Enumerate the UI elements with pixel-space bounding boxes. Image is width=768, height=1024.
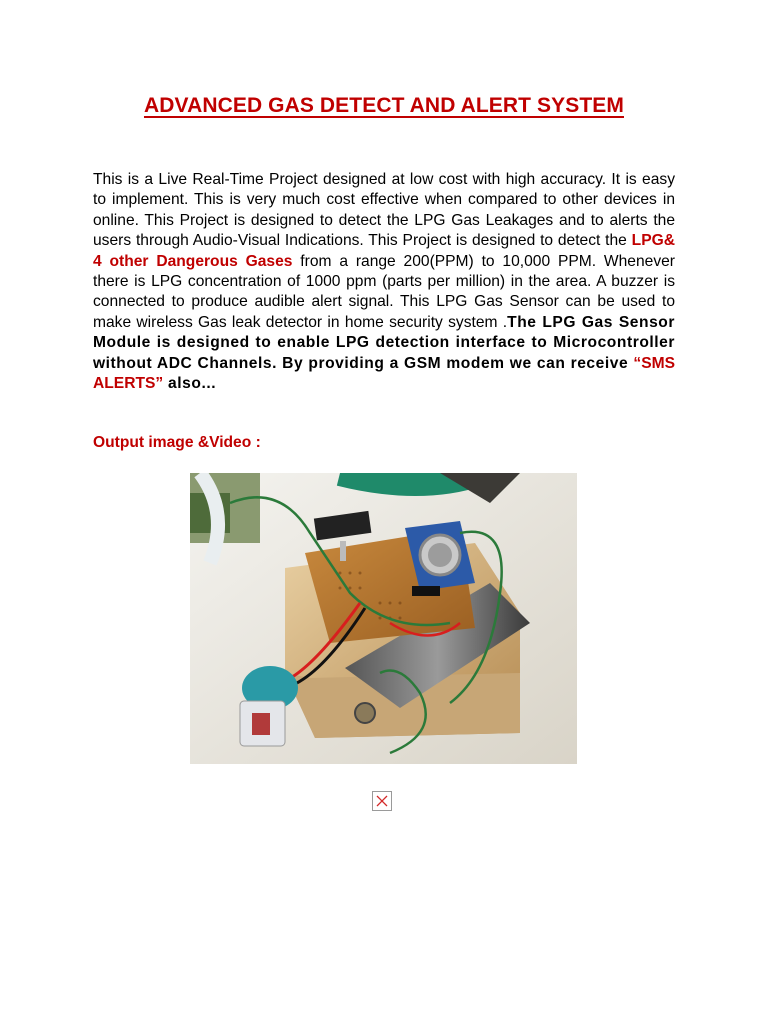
description-text-2: from a range 200(PPM) to 10,000 PPM. Whenever there is LPG concentration of 1000 ppm (parts per million) in the area. A buzzer is connected to produce audible alert signal. This LPG Gas Sensor can be used to make wireless Gas leak detector in home security system . (93, 252, 675, 331)
broken-image-icon (372, 791, 392, 811)
page-title: ADVANCED GAS DETECT AND ALERT SYSTEM (143, 94, 624, 117)
description-ending: also... (163, 375, 217, 393)
close-x-icon (373, 792, 391, 810)
open-quote: “ (633, 354, 642, 372)
output-heading: Output image &Video : (93, 434, 261, 451)
close-quote: ” (155, 375, 164, 393)
project-description (93, 170, 675, 394)
gas-detector-photo-illustration (190, 473, 577, 764)
description-text-1: This is a Live Real-Time Project designed at low cost with high accuracy. It is easy to implement. This is very much cost effective when compared to other devices in online. This Project is designed to detect the LPG Gas Leakages and to alerts the users through Audio-Visual Indications. This Project is designed to detect the (93, 171, 675, 250)
project-photo (190, 473, 577, 764)
gases-highlight: LPG& 4 other Dangerous Gases (93, 232, 675, 270)
sms-alerts-highlight: SMS ALERTS (93, 354, 675, 393)
module-description-bold: The LPG Gas Sensor Module is designed to enable LPG detection interface to Microcontroller without ADC Channels. By providing a GSM modem we can receive (93, 313, 676, 372)
